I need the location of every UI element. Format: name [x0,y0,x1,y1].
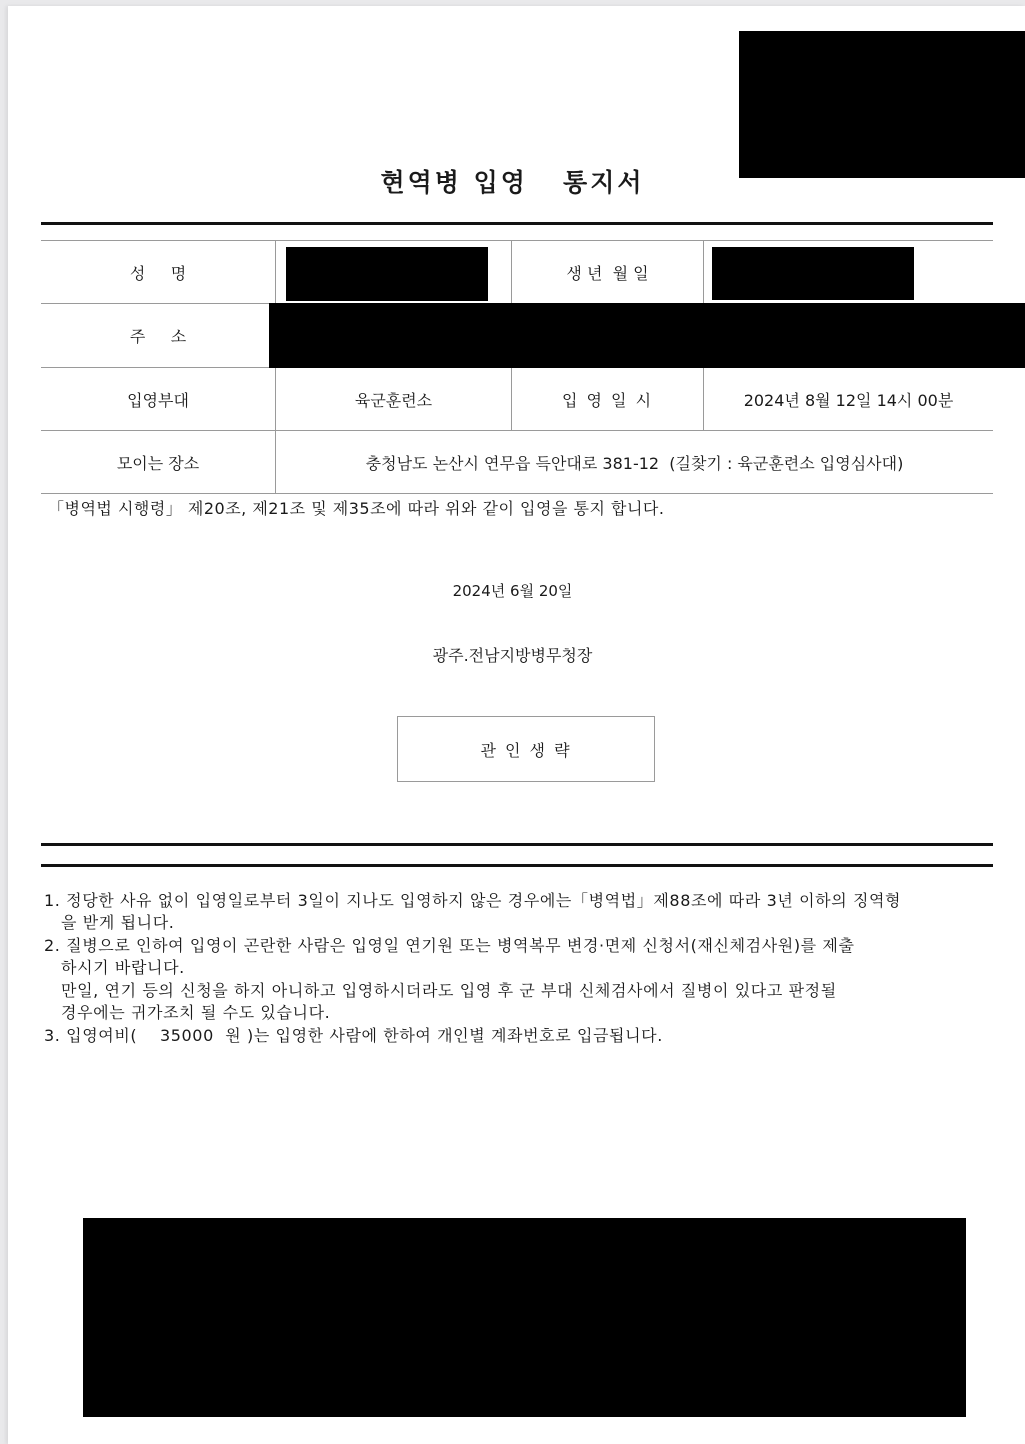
redaction-address [269,303,1025,368]
note-line: 경우에는 귀가조치 될 수도 있습니다. [44,1003,331,1022]
address-label: 주 소 [129,327,187,346]
place-label: 모이는 장소 [116,453,200,473]
table-line [41,493,993,494]
note-line: 2. 질병으로 인하여 입영이 곤란한 사람은 입영일 연기원 또는 병역복무 변경·면제 신청서(재신체검사원)를 제출 [44,936,855,955]
issuer: 광주.전남지방병무청장 [432,646,593,665]
note-line: 만일, 연기 등의 신청을 하지 아니하고 입영하시더라도 입영 후 군 부대 신체검사에서 질병이 있다고 판정될 [44,981,837,1000]
redaction-name [286,247,488,301]
unit-value: 육군훈련소 [354,390,433,410]
redaction-birth [712,247,914,300]
seal-box: 관 인 생 략 [397,716,655,782]
name-label: 성 명 [129,263,187,283]
datetime-value: 2024년 8월 12일 14시 00분 [743,390,954,410]
note-line: 1. 정당한 사유 없이 입영일로부터 3일이 지나도 입영하지 않은 경우에는「병역법」제88조에 따라 3년 이하의 징역형 [44,891,902,910]
place-value: 충청남도 논산시 연무읍 득안대로 381-12 (길찾기 : 육군훈련소 입영심사대) [365,453,904,473]
legal-notice: 「병역법 시행령」 제20조, 제21조 및 제35조에 따라 위와 같이 입영을 통지 합니다. [48,499,665,518]
table-line [703,240,704,304]
issue-date: 2024년 6월 20일 [452,582,573,600]
note-line: 을 받게 됩니다. [44,913,175,932]
unit-label: 입영부대 [127,390,189,410]
note-line: 하시기 바랍니다. [44,958,185,977]
birth-label: 생 년 월 일 [566,263,649,283]
redaction-top-right [739,31,1025,178]
notes-rule-top [41,843,993,846]
title-rule [41,222,993,225]
document-title: 현역병 입영 통지서 [380,168,645,197]
note-line: 3. 입영여비( 35000 원 )는 입영한 사람에 한하여 개인별 계좌번호로 입금됩니다. [44,1026,663,1045]
datetime-label: 입 영 일 시 [561,390,654,410]
redaction-bottom [83,1218,966,1417]
notes-rule-bottom [41,864,993,867]
